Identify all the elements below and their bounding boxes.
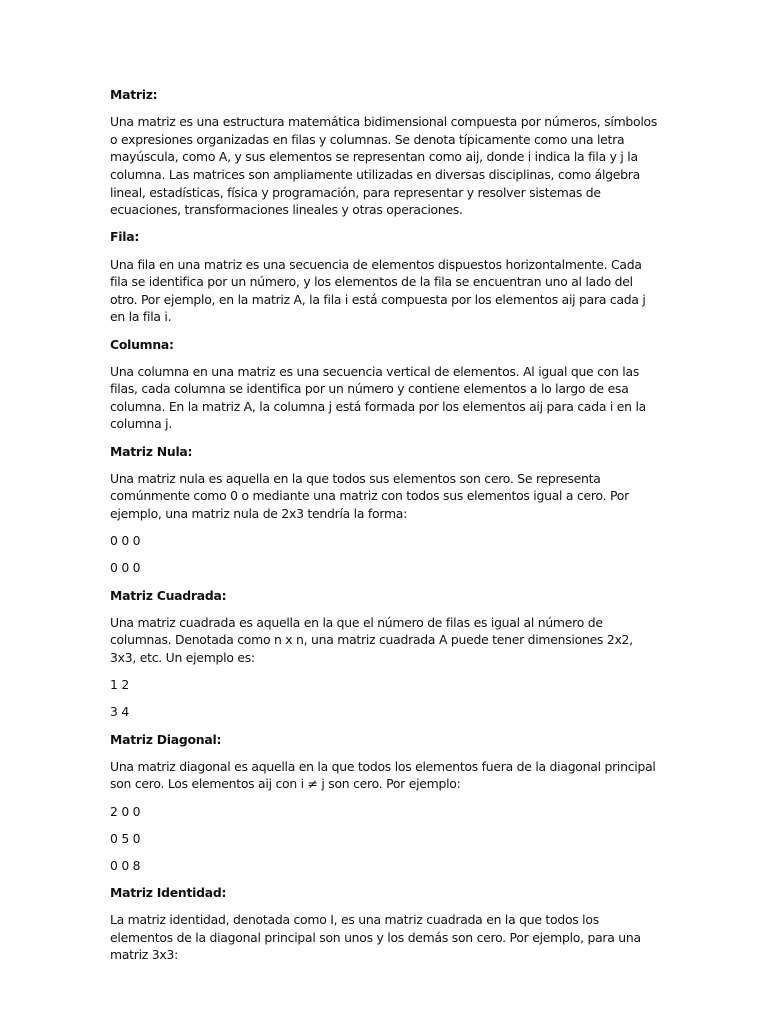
matrix-row: 0 0 8 <box>110 857 141 873</box>
matrix-row: 3 4 <box>110 704 129 720</box>
section-matriz-identidad <box>110 884 658 964</box>
section-heading: Matriz Cuadrada: <box>110 587 227 603</box>
section-matriz-diagonal <box>110 731 658 875</box>
section-heading: Columna: <box>110 336 174 352</box>
section-paragraph: La matriz identidad, denotada como I, es una matriz cuadrada en la que todos los elementos de la diagonal principal son unos y los demás son cero. Por ejemplo, para una matriz 3x3: <box>110 912 641 963</box>
section-heading: Matriz Diagonal: <box>110 731 222 747</box>
matrix-row: 0 5 0 <box>110 830 141 846</box>
section-matriz-nula <box>110 443 658 577</box>
section-fila <box>110 228 658 326</box>
matrix-row: 0 0 0 <box>110 533 141 549</box>
section-paragraph: Una matriz diagonal es aquella en la que todos los elementos fuera de la diagonal principal son cero. Los elementos aij con i ≠ j son cero. Por ejemplo: <box>110 758 656 792</box>
section-heading: Matriz: <box>110 87 158 102</box>
matrix-row: 2 0 0 <box>110 803 141 819</box>
section-paragraph: Una matriz cuadrada es aquella en la que el número de filas es igual al número de columnas. Denotada como n x n, una matriz cuadrada A puede tener dimensiones 2x2, 3x3, etc. Un ejemplo es: <box>110 614 633 665</box>
section-heading: Matriz Identidad: <box>110 885 227 901</box>
section-heading: Fila: <box>110 229 140 245</box>
section-paragraph: Una matriz es una estructura matemática bidimensional compuesta por números, símbolos o expresiones organizadas en filas y columnas. Se denota típicamente como una letra mayúscula, como A, y sus elementos se representan como aij, donde i indica la fila y j la columna. Las matrices son ampliamente utilizadas en diversas disciplinas, como álgebra lineal, estadísticas, física y programación, para representar y resolver sistemas de ecuaciones, transformaciones lineales y otras operaciones. <box>110 114 658 218</box>
section-matriz-cuadrada <box>110 587 658 721</box>
section-paragraph: Una fila en una matriz es una secuencia de elementos dispuestos horizontalmente. Cada fila se identifica por un número, y los elementos de la fila se encuentran uno al lado del otro. Por ejemplo, en la matriz A, la fila i está compuesta por los elementos aij para cada j en la fila i. <box>110 256 646 325</box>
document-page <box>110 86 658 974</box>
matrix-row: 1 2 <box>110 677 129 693</box>
section-columna <box>110 336 658 434</box>
section-paragraph: Una matriz nula es aquella en la que todos sus elementos son cero. Se representa comúnmente como 0 o mediante una matriz con todos sus elementos igual a cero. Por ejemplo, una matriz nula de 2x3 tendría la forma: <box>110 470 629 522</box>
matrix-row: 0 0 0 <box>110 560 141 576</box>
section-paragraph: Una columna en una matriz es una secuencia vertical de elementos. Al igual que con las filas, cada columna se identifica por un número y contiene elementos a lo largo de esa columna. En la matriz A, la columna j está formada por los elementos aij para cada i en la columna j. <box>110 363 646 432</box>
section-heading: Matriz Nula: <box>110 443 193 459</box>
section-matriz <box>110 86 658 219</box>
